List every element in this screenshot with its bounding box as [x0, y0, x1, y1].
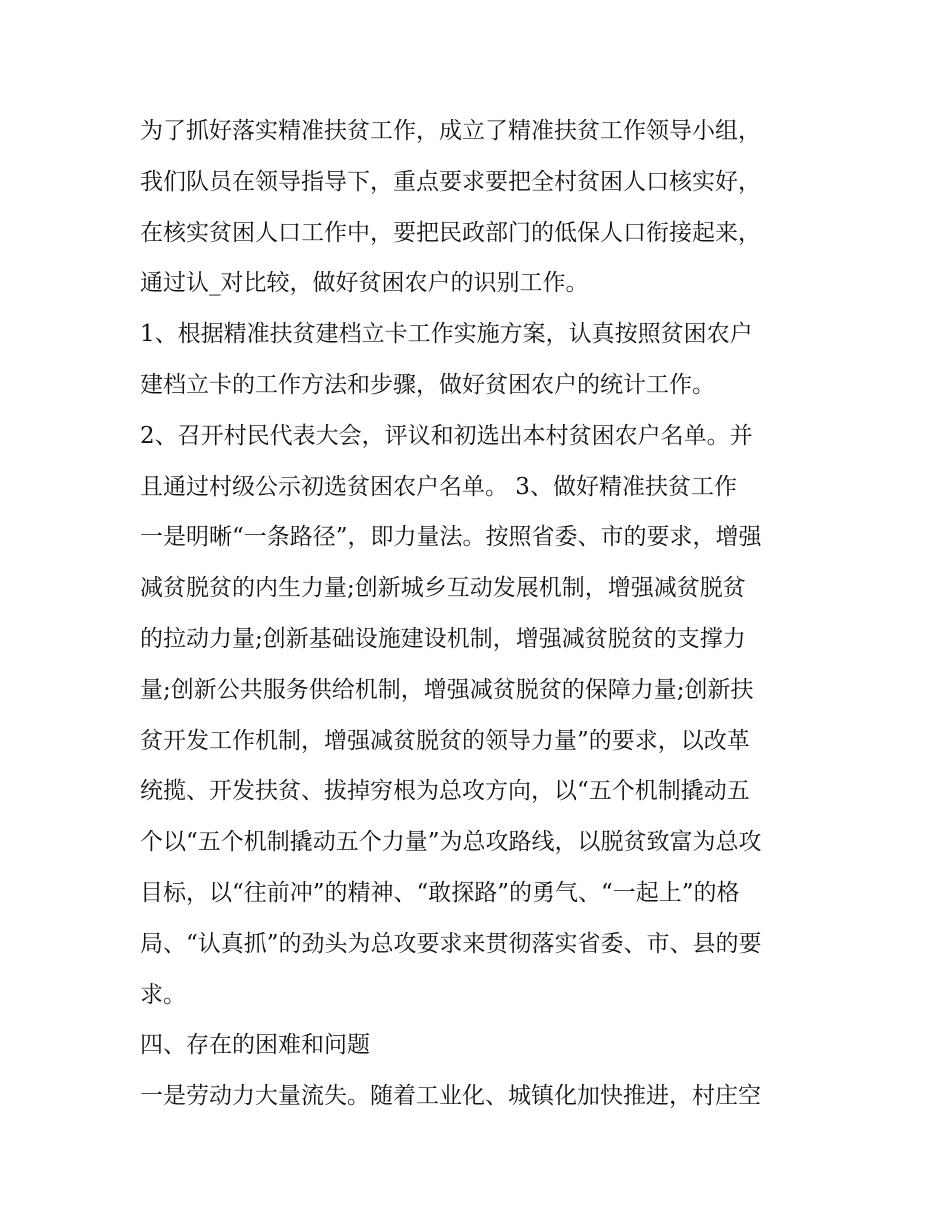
- text-line: 通过认_对比较，做好贫困农户的识别工作。: [140, 270, 589, 297]
- text-line: 量;创新公共服务供给机制，增强减贫脱贫的保障力量;创新扶: [140, 676, 754, 703]
- text-line: 建档立卡的工作方法和步骤，做好贫困农户的统计工作。: [140, 371, 715, 398]
- text-line: 在核实贫困人口工作中，要把民政部门的低保人口衔接起来，: [140, 219, 761, 246]
- text-line: 1、根据精准扶贫建档立卡工作实施方案，认真按照贫困农户: [140, 321, 753, 348]
- text-line: 个以“五个机制撬动五个力量”为总攻路线，以脱贫致富为总攻: [140, 829, 762, 856]
- text-line: 贫开发工作机制，增强减贫脱贫的领导力量”的要求，以改革: [140, 727, 750, 754]
- text-line: 求。: [140, 981, 186, 1008]
- text-line: 一是明晰“一条路径”，即力量法。按照省委、市的要求，增强: [140, 524, 762, 551]
- text-line: 的拉动力量;创新基础设施建设机制，增强减贫脱贫的支撑力: [140, 625, 746, 652]
- text-line: 统揽、开发扶贫、拔掉穷根为总攻方向，以“五个机制撬动五: [140, 778, 750, 805]
- text-line: 2、召开村民代表大会，评议和初选出本村贫困农户名单。并: [140, 422, 753, 449]
- text-line: 且通过村级公示初选贫困农户名单。 3、做好精准扶贫工作: [140, 473, 737, 500]
- section-heading: 四、存在的困难和问题: [140, 1032, 370, 1059]
- text-line: 我们队员在领导指导下，重点要求要把全村贫困人口核实好，: [140, 168, 761, 195]
- text-line: 局、“认真抓”的劲头为总攻要求来贯彻落实省委、市、县的要: [140, 930, 762, 957]
- text-line: 为了抓好落实精准扶贫工作，成立了精准扶贫工作领导小组，: [140, 118, 761, 144]
- text-line: 减贫脱贫的内生力量;创新城乡互动发展机制，增强减贫脱贫: [140, 575, 746, 602]
- text-line: 目标，以“往前冲”的精神、“敢探路”的勇气、“一起上”的格: [140, 879, 740, 906]
- text-line: 一是劳动力大量流失。随着工业化、城镇化加快推进，村庄空: [140, 1083, 761, 1110]
- document-body: [140, 106, 830, 1122]
